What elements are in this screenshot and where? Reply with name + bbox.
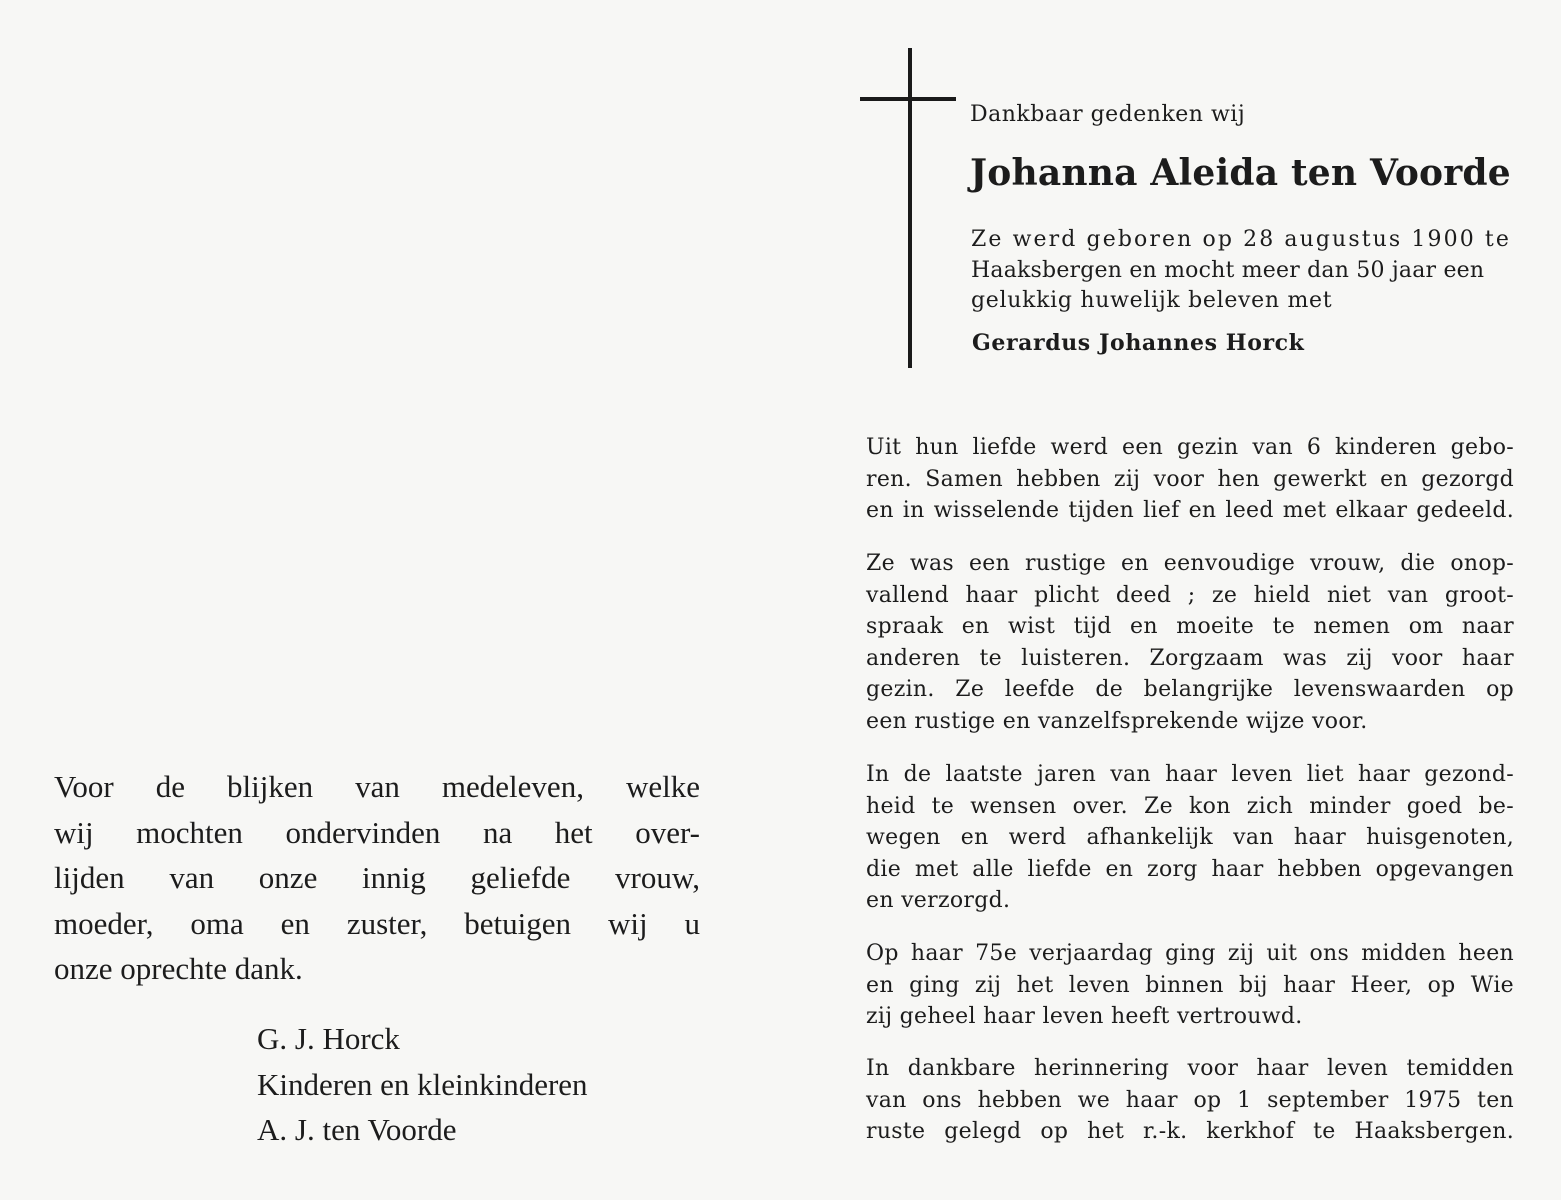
thanks-line: onze oprechte dank. bbox=[54, 951, 303, 986]
paragraph-passing bbox=[866, 938, 1514, 1033]
paragraph-line: Op haar 75e verjaardag ging zij uit ons midden heen bbox=[866, 941, 1514, 966]
paragraph-line: van ons hebben we haar op 1 september 1975 ten bbox=[866, 1087, 1514, 1113]
spouse-name: Gerardus Johannes Horck bbox=[972, 330, 1305, 356]
paragraph-line: Uit hun liefde werd een gezin van 6 kinderen gebo- bbox=[866, 435, 1514, 460]
thanks-paragraph bbox=[54, 764, 700, 992]
birth-line: gelukkig huwelijk beleven met bbox=[971, 288, 1333, 313]
cross-vertical-bar bbox=[908, 48, 912, 368]
paragraph-line: In de laatste jaren van haar leven liet haar gezond- bbox=[866, 762, 1514, 787]
thanks-line: lijden van onze innig geliefde vrouw, bbox=[54, 860, 700, 895]
birth-line: Ze werd geboren op 28 augustus 1900 te bbox=[971, 227, 1511, 252]
paragraph-line: In dankbare herinnering voor haar leven temidden bbox=[866, 1056, 1514, 1081]
paragraph-family bbox=[866, 432, 1514, 527]
paragraph-health bbox=[866, 759, 1514, 917]
signer: G. J. Horck bbox=[257, 1021, 400, 1056]
paragraph-line: en ging zij het leven binnen bij haar Heer, op Wie bbox=[866, 972, 1514, 998]
paragraph-line: vallend haar plicht deed ; ze hield niet van groot- bbox=[866, 582, 1514, 608]
paragraph-line: spraak en wist tijd en moeite te nemen om naar bbox=[866, 614, 1514, 639]
signer: A. J. ten Voorde bbox=[257, 1112, 457, 1147]
paragraph-line: heid te wensen over. Ze kon zich minder goed be- bbox=[866, 793, 1514, 819]
paragraph-line: die met alle liefde en zorg haar hebben opgevangen bbox=[866, 856, 1514, 882]
birth-line: Haaksbergen en mocht meer dan 50 jaar een bbox=[971, 258, 1485, 283]
paragraph-line: ren. Samen hebben zij voor hen gewerkt en gezorgd bbox=[866, 466, 1514, 492]
paragraph-line: gezin. Ze leefde de belangrijke levenswaarden op bbox=[866, 677, 1514, 702]
paragraph-line: anderen te luisteren. Zorgzaam was zij voor haar bbox=[866, 645, 1514, 671]
deceased-name: Johanna Aleida ten Voorde bbox=[970, 152, 1511, 194]
paragraph-line: wegen en werd afhankelijk van haar huisgenoten, bbox=[866, 825, 1514, 850]
signers-block bbox=[257, 1016, 588, 1153]
thanks-line: moeder, oma en zuster, betuigen wij u bbox=[54, 905, 700, 941]
thanks-line: wij mochten ondervinden na het over- bbox=[54, 814, 700, 850]
paragraph-line: en verzorgd. bbox=[866, 888, 1011, 913]
thanks-line: Voor de blijken van medeleven, welke bbox=[54, 769, 700, 804]
paragraph-character bbox=[866, 548, 1514, 737]
signer: Kinderen en kleinkinderen bbox=[257, 1066, 588, 1102]
paragraph-line: zij geheel haar leven heeft vertrouwd. bbox=[866, 1004, 1303, 1029]
paragraph-line: en in wisselende tijden lief en leed met elkaar gedeeld. bbox=[866, 498, 1514, 523]
intro-text: Dankbaar gedenken wij bbox=[970, 102, 1246, 127]
paragraph-line: ruste gelegd op het r.-k. kerkhof te Haaksbergen. bbox=[866, 1119, 1514, 1144]
cross-horizontal-bar bbox=[860, 97, 956, 101]
paragraph-line: Ze was een rustige en eenvoudige vrouw, die onop- bbox=[866, 551, 1514, 576]
paragraph-burial bbox=[866, 1053, 1514, 1148]
paragraph-line: een rustige en vanzelfsprekende wijze voor. bbox=[866, 708, 1368, 734]
